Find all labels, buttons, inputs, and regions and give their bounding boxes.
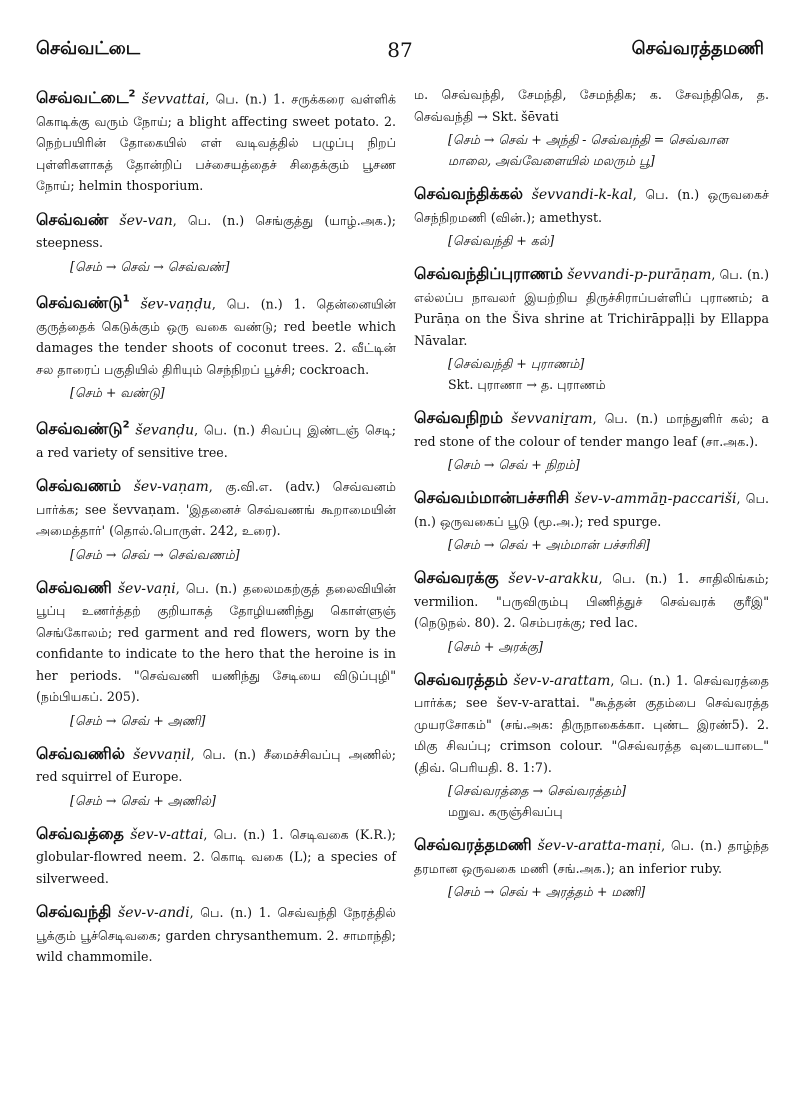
entry-transliteration: ševvandi-p-purāṇam: [567, 267, 712, 283]
left-column: [36, 84, 396, 980]
entry-definition: [414, 407, 769, 452]
entry-headword: செவ்வட்டை$^2$: [36, 88, 136, 108]
entry-transliteration: šev-v-arattam: [513, 672, 611, 689]
entry-etymology: [செம் → செவ் + அணி]: [70, 712, 206, 728]
entry-definition: [36, 577, 396, 708]
dictionary-entry: [414, 407, 769, 475]
entry-body: , பெ. (n.) செங்குத்து (யாழ்.அக.); steepness.: [36, 212, 396, 251]
entry-headword: செவ்வரத்தம்: [414, 669, 508, 689]
entry-body: ம. செவ்வந்தி, சேமந்தி, சேமந்திக; க. சேவந்திகெ, த. செவ்வந்தி → Skt. šēvati: [414, 87, 769, 124]
page-number: 87: [387, 38, 413, 62]
entry-headword: செவ்வநிறம்: [414, 408, 503, 427]
entry-etymology: [செவ்வந்தி + புராணம்]: [448, 356, 585, 371]
dictionary-entry: [36, 415, 396, 463]
page-header: [36, 38, 764, 64]
entry-headword: செவ்வந்தி: [36, 902, 112, 922]
entry-transliteration: ševanḍu: [135, 422, 195, 439]
entry-note: Skt. புராணா → த. புராணம்: [448, 377, 606, 392]
entry-definition: [414, 263, 769, 351]
entry-headword: செவ்வணில்: [36, 743, 126, 763]
entry-headword: செவ்வண்டு$^2$: [36, 419, 130, 439]
entry-body: , பெ. (n.) 1. செவ்வரத்தை பார்க்க; see šev-v-arattai. "கூத்தன் குதம்பை செவ்வரத்த முயரசோகம்" (சங்.அக: திருநாகைக்கா. புண்ட இரண்5). 2. மிகு சிவப்பு; crimson colour. "செவ்வரத்த வுடையாடை" (திவ். பெரியதி. 8. 1:7).: [414, 672, 769, 775]
entry-transliteration: šev-vaṇḍu: [140, 296, 212, 313]
dictionary-entry: [414, 487, 769, 555]
dictionary-entry: [414, 183, 769, 251]
entry-definition: [36, 901, 396, 968]
entry-transliteration: ševvaṇil: [133, 746, 191, 763]
entry-transliteration: šev-v-aratta-maṇi: [537, 838, 662, 854]
dictionary-entry: [36, 209, 396, 277]
entry-definition: [36, 415, 396, 463]
entry-headword: செவ்வண்: [36, 209, 109, 229]
entry-headword: செவ்வந்திப்புராணம்: [414, 264, 563, 283]
entry-etymology: [செம் + அரக்கு]: [448, 638, 543, 654]
entry-headword: செவ்வரக்கு: [414, 568, 499, 587]
entry-headword: செவ்வணம்: [36, 476, 122, 496]
entry-definition: [36, 823, 396, 890]
entry-transliteration: šev-vaṇi: [117, 580, 176, 597]
entry-body: , பெ. (n.) 1. செவ்வந்தி நேரத்தில் பூக்கும் பூச்செடிவகை; garden chrysanthemum. 2. சாமாந்தி; wild chammomile.: [36, 905, 396, 965]
entry-headword: செவ்வம்மான்பச்சரிசி: [414, 488, 570, 507]
entry-transliteration: šev-v-arakku: [508, 571, 599, 587]
dictionary-entry: [36, 289, 396, 403]
entry-definition: [414, 183, 769, 228]
entry-headword: செவ்வரத்தமணி: [414, 835, 532, 854]
entry-definition: [36, 475, 396, 542]
entry-etymology: [செம் → செவ் + அணில்]: [70, 792, 216, 808]
entry-body: , பெ. (n.) ஒருவகைப் பூடு (மூ.அ.); red spurge.: [414, 491, 769, 529]
entry-transliteration: šev-v-ammāṉ-paccariši: [574, 491, 737, 507]
entry-definition: [36, 84, 396, 197]
entry-transliteration: ševvandi-k-kal: [531, 187, 633, 203]
dictionary-entry: [36, 901, 396, 968]
entry-note: மறுவ. கருஞ்சிவப்பு: [448, 804, 563, 819]
dictionary-entry: [36, 84, 396, 197]
entry-transliteration: šev-v-attai: [130, 826, 204, 843]
entry-definition: [36, 743, 396, 788]
entry-body: , பெ. (n.) சீமைச்சிவப்பு அணில்; red squirrel of Europe.: [36, 746, 396, 785]
entry-body: , பெ. (n.) 1. சருக்கரை வள்ளிக் கொடிக்கு வரும் நோய்; a blight affecting sweet potato. 2. நெற்பயிரின் தோகையில் எள் வடிவத்தில் பழுப்பு நிறப் புள்ளிகளாகத் தோன்றிப் பச்சையத்தைச் சிதைக்கும் பூசண நோய்; helmin thosporium.: [36, 91, 396, 194]
entry-definition: [414, 487, 769, 532]
entry-body: , பெ. (n.) 1. சாதிலிங்கம்; vermilion. "பருவிரும்பு பிணித்துச் செவ்வரக் குரீஇ" (நெடுநல். 80). 2. செம்பரக்கு; red lac.: [414, 571, 769, 630]
entry-definition: [414, 567, 769, 634]
dictionary-entry: [414, 84, 769, 171]
dictionary-entry: [414, 263, 769, 395]
entry-etymology: [செம் → செவ் → செவ்வணம்]: [70, 546, 240, 562]
dictionary-entry: [36, 577, 396, 731]
dictionary-entry: [414, 669, 769, 823]
entry-body: , பெ. (n.) ஒருவகைச் செந்நிறமணி (வின்.); amethyst.: [414, 187, 769, 225]
entry-body: , பெ. (n.) தாழ்ந்த தரமான ஒருவகை மணி (சங்.அக.); an inferior ruby.: [414, 838, 769, 876]
entry-transliteration: ševvattai: [141, 91, 206, 108]
dictionary-entry: [414, 834, 769, 902]
entry-transliteration: ševvaniṟam: [511, 411, 593, 427]
dictionary-entry: [36, 475, 396, 565]
entry-headword: செவ்வணி: [36, 577, 112, 597]
entry-body: , பெ. (n.) தலைமகற்குத் தலைவியின் பூப்பு உணர்த்தற் குறியாகத் தோழியணிந்து கொள்ளுஞ் செங்கோலம்; red garment and red flowers, worn by the confidante to indicate to the hero that the heroine is in her periods. "செவ்வணி யணிந்து சேடியை விடுப்புழி" (நம்பியகப். 205).: [36, 580, 396, 705]
entry-headword: செவ்வந்திக்கல்: [414, 184, 524, 203]
entry-etymology: [செம் → செவ் + அம்மான் பச்சரிசி]: [448, 537, 650, 552]
entry-definition: [36, 209, 396, 254]
entry-transliteration: šev-v-andi: [118, 905, 190, 922]
entry-transliteration: šev-van: [119, 212, 173, 229]
entry-definition: [414, 669, 769, 779]
entry-headword: செவ்வத்தை: [36, 823, 124, 843]
right-column: [414, 84, 769, 914]
entry-body: , பெ. (n.) 1. செடிவகை (K.R.); globular-flowred neem. 2. கொடி வகை (L); a species of silverweed.: [36, 826, 396, 886]
entry-body: , கு.வி.எ. (adv.) செவ்வனம் பார்க்க; see ševvaṇam. 'இதனைச் செவ்வணங் கூறாமையின் அமைத்தார்' (தொல்.பொருள். 242, உரை).: [36, 479, 396, 539]
entry-headword: செவ்வண்டு$^1$: [36, 293, 130, 313]
header-left-guideword: செவ்வட்டை: [36, 38, 141, 59]
entry-definition: [414, 84, 769, 127]
header-right-guideword: செவ்வரத்தமணி: [631, 38, 764, 59]
entry-definition: [36, 289, 396, 380]
dictionary-entry: [36, 823, 396, 890]
entry-etymology: [செம் → செவ் + அந்தி - செவ்வந்தி = செவ்வான மாலை, அவ்வேளையில் மலரும் பூ]: [448, 132, 728, 168]
entry-body: , பெ. (n.) எல்லப்ப நாவலர் இயற்றிய திருச்சிராப்பள்ளிப் புராணம்; a Purāṇa on the Šiva shrine at Trichirāppaḷḷi by Ellappa Nāvalar.: [414, 267, 769, 348]
homonym-number: 2: [122, 420, 130, 432]
homonym-number: 1: [122, 293, 130, 305]
dictionary-entry: [414, 567, 769, 657]
homonym-number: 2: [128, 89, 136, 100]
dictionary-entry: [36, 743, 396, 811]
entry-etymology: [செவ்வந்தி + கல்]: [448, 233, 555, 248]
entry-body: , பெ. (n.) 1. தென்னையின் குருத்தைக் கெடுக்கும் ஒரு வகை வண்டு; red beetle which damages the tender shoots of coconut trees. 2. வீட்டின் சல தாரைப் பகுதியில் திரியும் செந்நிறப் பூச்சி; cockroach.: [36, 296, 396, 377]
entry-transliteration: šev-vaṇam: [133, 479, 209, 496]
entry-etymology: [செம் → செவ் → செவ்வண்]: [70, 258, 230, 274]
entry-etymology: [செம் → செவ் + அரத்தம் + மணி]: [448, 884, 646, 899]
entry-definition: [414, 834, 769, 879]
entry-body: , பெ. (n.) சிவப்பு இண்டஞ் செடி; a red variety of sensitive tree.: [36, 422, 396, 460]
entry-body: , பெ. (n.) மாந்துளிர் கல்; a red stone of the colour of tender mango leaf (சா.அக.).: [414, 411, 769, 449]
entry-etymology: [செவ்வரத்தை → செவ்வரத்தம்]: [448, 783, 627, 798]
entry-etymology: [செம் + வண்டு]: [70, 385, 165, 401]
entry-etymology: [செம் → செவ் + நிறம்]: [448, 457, 580, 472]
